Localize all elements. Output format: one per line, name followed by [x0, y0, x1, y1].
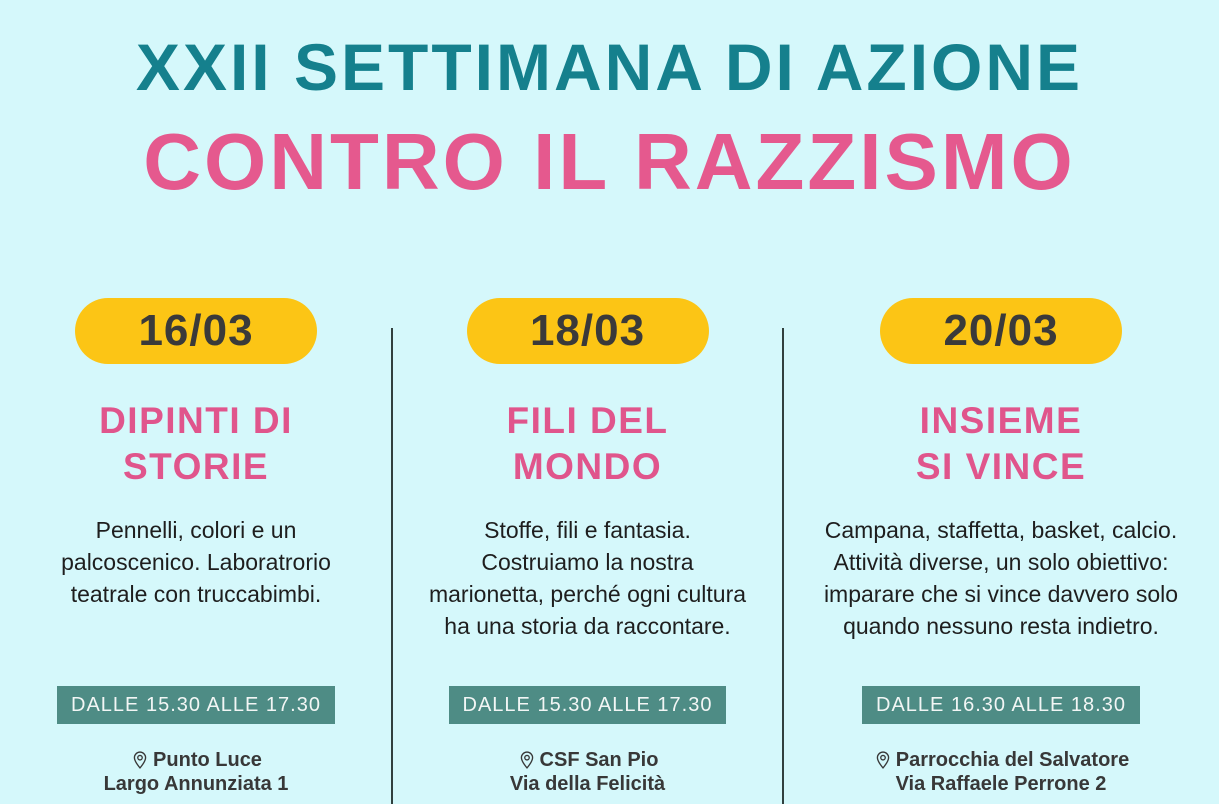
map-pin-icon: [517, 750, 537, 770]
event-location-name-row: [104, 748, 289, 772]
poster-header: [0, 0, 1219, 206]
event-title-line2: SI VINCE: [915, 445, 1087, 487]
event-time-badge: DALLE 15.30 ALLE 17.30: [449, 686, 727, 724]
event-title-line2: MONDO: [512, 445, 663, 487]
event-title-line1: DIPINTI DI: [99, 400, 293, 441]
event-location-name-row: [510, 748, 665, 772]
event-date: 20/03: [943, 306, 1059, 355]
event-date-pill: [880, 298, 1122, 364]
column-divider-left: [391, 328, 393, 804]
event-location-name: Punto Luce: [153, 749, 262, 771]
event-time-badge: DALLE 15.30 ALLE 17.30: [57, 686, 335, 724]
event-title: [99, 398, 293, 490]
event-title-line2: STORIE: [122, 445, 270, 487]
event-column-16-03: [0, 298, 392, 804]
event-date: 18/03: [529, 306, 646, 355]
event-location-name-row: [873, 748, 1129, 772]
event-date-pill: [467, 298, 709, 364]
event-description: Campana, staffetta, basket, calcio. Attività diverse, un solo obiettivo: imparare che si vince davvero solo quando nessuno resta indietro.: [823, 517, 1179, 639]
event-description: Pennelli, colori e un palcoscenico. Laboratrorio teatrale con truccabimbi.: [61, 517, 331, 607]
map-pin-icon: [130, 750, 150, 770]
event-location: [510, 748, 665, 796]
event-location-address: Via della Felicità: [509, 773, 666, 795]
event-time-badge: DALLE 16.30 ALLE 18.30: [862, 686, 1140, 724]
event-title-line1: INSIEME: [919, 400, 1083, 441]
event-title: [916, 398, 1086, 490]
map-pin-icon: [873, 750, 893, 770]
event-description: Stoffe, fili e fantasia. Costruiamo la nostra marionetta, perché ogni cultura ha una storia da raccontare.: [428, 517, 747, 639]
event-location: [873, 748, 1129, 796]
event-column-20-03: [783, 298, 1219, 804]
event-title: [506, 398, 668, 490]
event-location-name: Parrocchia del Salvatore: [895, 749, 1130, 771]
event-location: [104, 748, 289, 796]
event-location-name: CSF San Pio: [539, 749, 659, 771]
poster-title-line2: CONTRO IL RAZZISMO: [143, 117, 1076, 206]
event-title-line1: FILI DEL: [506, 400, 669, 441]
event-date: 16/03: [138, 306, 254, 355]
event-location-address: Largo Annunziata 1: [103, 773, 289, 795]
column-divider-right: [782, 328, 784, 804]
event-location-address: Via Raffaele Perrone 2: [895, 773, 1107, 795]
event-date-pill: [75, 298, 317, 364]
events-section: [0, 298, 1219, 804]
poster-title-line1: XXII SETTIMANA DI AZIONE: [135, 30, 1084, 104]
event-column-18-03: [392, 298, 783, 804]
